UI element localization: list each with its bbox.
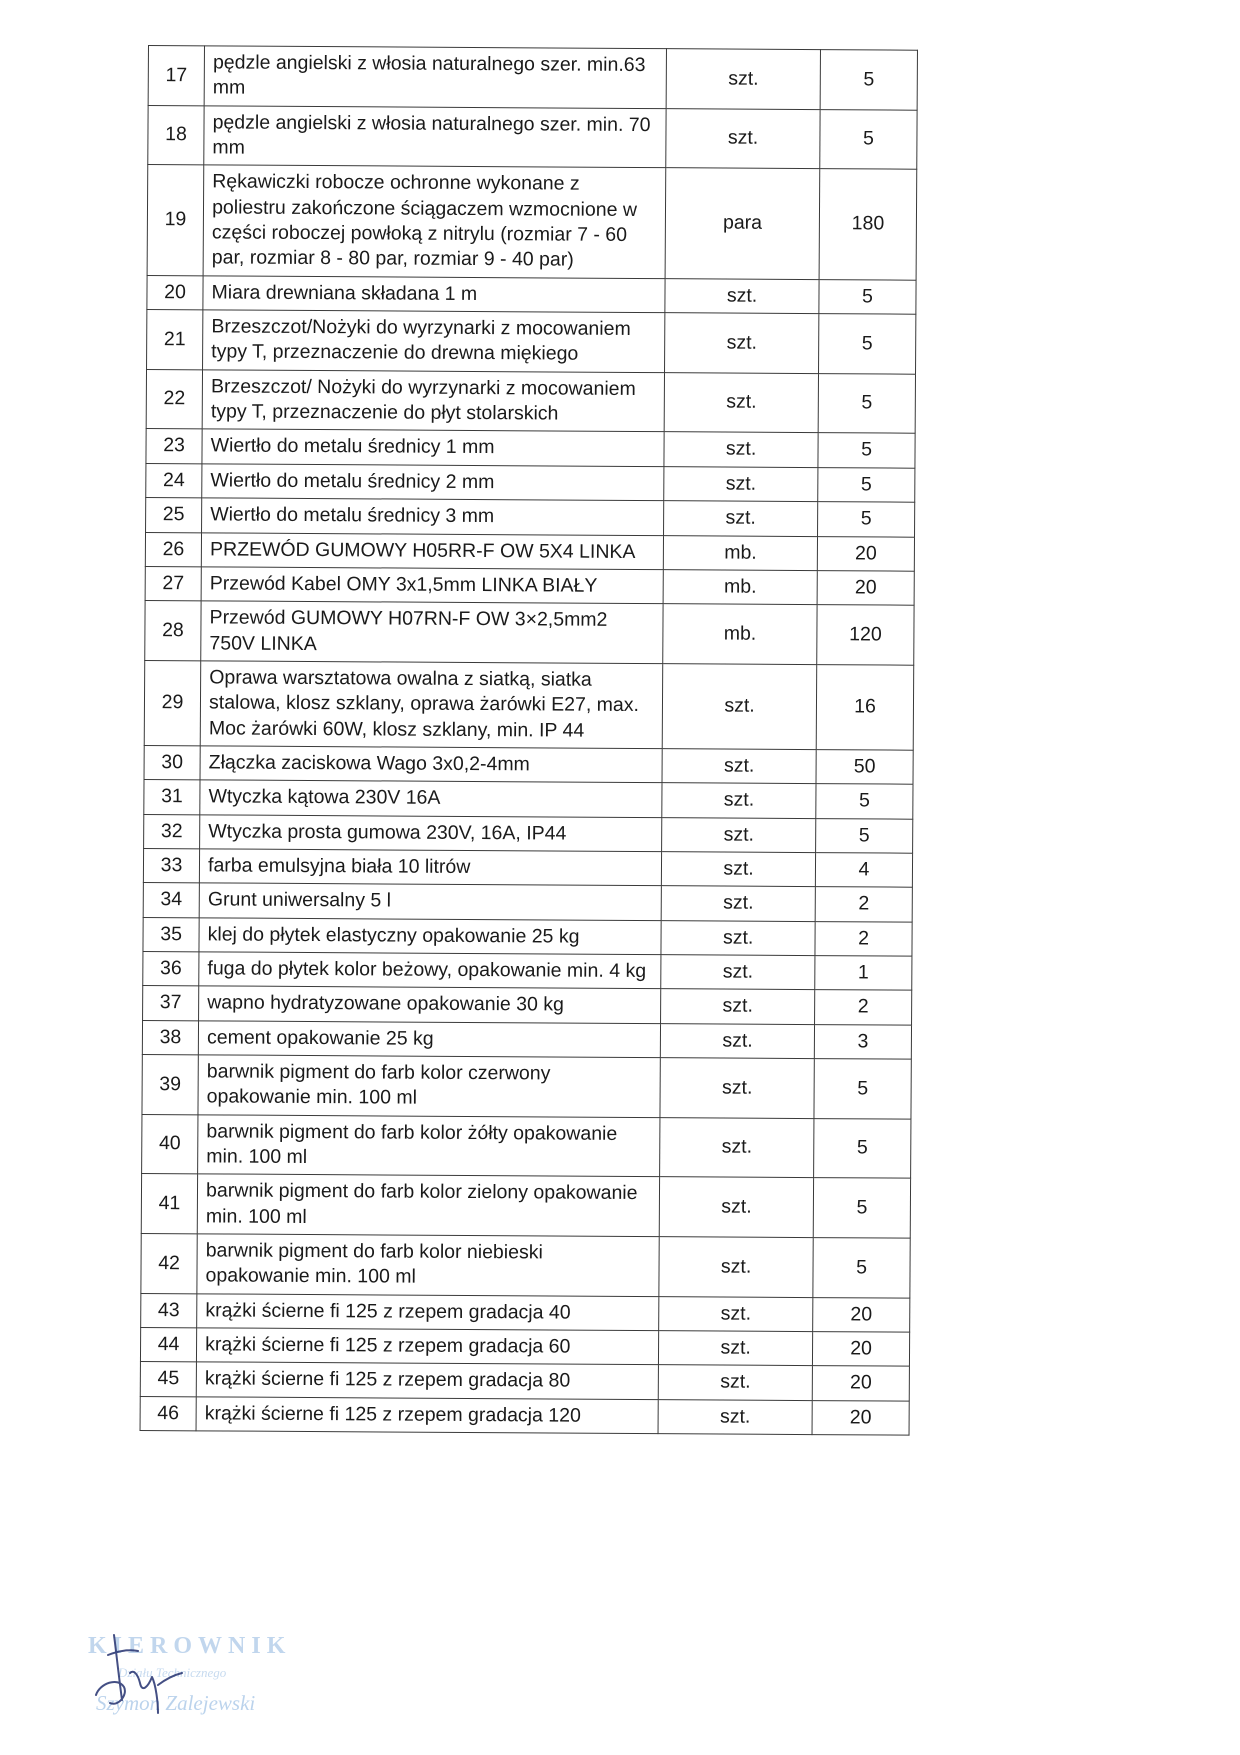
item-description: krążki ścierne fi 125 z rzepem gradacja 60 bbox=[197, 1328, 659, 1365]
item-description: Wiertło do metalu średnicy 1 mm bbox=[202, 429, 664, 466]
item-unit: szt. bbox=[658, 1399, 812, 1434]
table-row bbox=[146, 369, 915, 433]
row-number: 24 bbox=[146, 463, 202, 498]
table-row bbox=[140, 1328, 909, 1367]
table-row bbox=[145, 532, 914, 571]
row-number: 35 bbox=[143, 917, 199, 952]
item-unit: szt. bbox=[659, 1296, 813, 1331]
row-number: 19 bbox=[147, 165, 204, 276]
item-quantity: 2 bbox=[815, 887, 912, 922]
row-number: 42 bbox=[141, 1234, 197, 1294]
item-description: Złączka zaciskowa Wago 3x0,2-4mm bbox=[200, 746, 662, 783]
item-quantity: 20 bbox=[817, 536, 914, 571]
row-number: 37 bbox=[143, 986, 199, 1021]
table-row bbox=[144, 814, 913, 853]
row-number: 25 bbox=[146, 498, 202, 533]
item-description: fuga do płytek kolor beżowy, opakowanie min. 4 kg bbox=[199, 952, 661, 989]
item-description: Przewód Kabel OMY 3x1,5mm LINKA BIAŁY bbox=[201, 567, 663, 604]
item-description: Brzeszczot/ Nożyki do wyrzynarki z mocowaniem typy T, przeznaczenie do płyt stolarskich bbox=[202, 370, 664, 433]
table-row bbox=[142, 1114, 911, 1178]
stamp-name: Szymon Zalejewski bbox=[96, 1691, 256, 1715]
item-unit: szt. bbox=[661, 955, 815, 990]
item-description: barwnik pigment do farb kolor zielony opakowanie min. 100 ml bbox=[197, 1174, 659, 1237]
item-unit: szt. bbox=[660, 1117, 814, 1178]
item-description: PRZEWÓD GUMOWY H05RR-F OW 5X4 LINKA bbox=[201, 532, 663, 569]
item-quantity: 20 bbox=[813, 1297, 910, 1332]
item-quantity: 16 bbox=[816, 664, 913, 750]
item-quantity: 5 bbox=[818, 433, 915, 468]
item-unit: szt. bbox=[661, 920, 815, 955]
item-quantity: 1 bbox=[815, 956, 912, 991]
item-unit: szt. bbox=[661, 852, 815, 887]
item-unit: szt. bbox=[659, 1237, 813, 1298]
row-number: 32 bbox=[144, 814, 200, 849]
item-description: pędzle angielski z włosia naturalnego szer. min. 70 mm bbox=[204, 106, 666, 169]
item-unit: szt. bbox=[664, 466, 818, 501]
row-number: 33 bbox=[143, 848, 199, 883]
item-quantity: 50 bbox=[816, 750, 913, 785]
row-number: 44 bbox=[140, 1328, 196, 1363]
item-quantity: 5 bbox=[816, 818, 913, 853]
item-unit: szt. bbox=[666, 49, 820, 110]
table-row bbox=[143, 951, 912, 990]
item-description: barwnik pigment do farb kolor żółty opakowanie min. 100 ml bbox=[198, 1115, 660, 1178]
stamp-title: KIEROWNIK bbox=[88, 1633, 292, 1659]
item-description: krążki ścierne fi 125 z rzepem gradacja 80 bbox=[196, 1362, 658, 1399]
item-quantity: 5 bbox=[820, 50, 917, 110]
items-table bbox=[140, 45, 918, 1436]
item-quantity: 5 bbox=[818, 373, 915, 433]
item-unit: szt. bbox=[661, 886, 815, 921]
item-quantity: 2 bbox=[815, 990, 912, 1025]
row-number: 18 bbox=[148, 105, 204, 165]
row-number: 34 bbox=[143, 883, 199, 918]
item-description: Miara drewniana składana 1 m bbox=[203, 276, 665, 313]
table-row bbox=[141, 1234, 910, 1298]
row-number: 27 bbox=[145, 566, 201, 601]
table-row bbox=[147, 275, 916, 314]
handwritten-signature bbox=[78, 1625, 198, 1720]
table-row bbox=[144, 660, 914, 750]
table-row bbox=[147, 310, 916, 374]
table-row bbox=[142, 1054, 911, 1118]
row-number: 30 bbox=[144, 745, 200, 780]
table-row bbox=[146, 429, 915, 468]
table-row bbox=[140, 1362, 909, 1401]
row-number: 20 bbox=[147, 275, 203, 310]
item-quantity: 5 bbox=[816, 784, 913, 819]
row-number: 26 bbox=[145, 532, 201, 567]
item-unit: szt. bbox=[664, 501, 818, 536]
item-description: farba emulsyjna biała 10 litrów bbox=[199, 849, 661, 886]
row-number: 29 bbox=[144, 660, 201, 745]
row-number: 22 bbox=[146, 369, 202, 429]
table-row bbox=[145, 566, 914, 605]
item-quantity: 5 bbox=[814, 1118, 911, 1178]
row-number: 21 bbox=[147, 310, 203, 370]
item-quantity: 5 bbox=[819, 314, 916, 374]
item-description: krążki ścierne fi 125 z rzepem gradacja 40 bbox=[197, 1294, 659, 1331]
row-number: 41 bbox=[141, 1174, 197, 1234]
item-quantity: 5 bbox=[813, 1178, 910, 1238]
table-row bbox=[145, 601, 914, 665]
item-quantity: 20 bbox=[812, 1366, 909, 1401]
row-number: 38 bbox=[142, 1020, 198, 1055]
item-quantity: 5 bbox=[813, 1238, 910, 1298]
item-quantity: 120 bbox=[817, 605, 914, 665]
item-quantity: 2 bbox=[815, 921, 912, 956]
table-row bbox=[143, 848, 912, 887]
item-quantity: 20 bbox=[817, 570, 914, 605]
item-quantity: 5 bbox=[818, 502, 915, 537]
items-table-body bbox=[140, 46, 917, 1436]
item-unit: szt. bbox=[660, 1023, 814, 1058]
table-row bbox=[148, 46, 917, 110]
table-row bbox=[142, 1020, 911, 1059]
table-row bbox=[141, 1293, 910, 1332]
item-unit: szt. bbox=[665, 278, 819, 313]
item-unit: szt. bbox=[662, 783, 816, 818]
table-row bbox=[146, 498, 915, 537]
item-description: krążki ścierne fi 125 z rzepem gradacja 120 bbox=[196, 1397, 658, 1434]
item-unit: mb. bbox=[663, 604, 817, 665]
row-number: 46 bbox=[140, 1396, 196, 1431]
item-quantity: 4 bbox=[815, 853, 912, 888]
table-row bbox=[141, 1174, 910, 1238]
table-row bbox=[147, 165, 917, 280]
item-quantity: 3 bbox=[814, 1024, 911, 1059]
table-row bbox=[144, 780, 913, 819]
item-unit: para bbox=[665, 168, 820, 279]
item-description: cement opakowanie 25 kg bbox=[198, 1020, 660, 1057]
item-quantity: 5 bbox=[820, 109, 917, 169]
row-number: 40 bbox=[142, 1114, 198, 1174]
item-unit: szt. bbox=[664, 372, 818, 433]
table-row bbox=[143, 986, 912, 1025]
table-row bbox=[146, 463, 915, 502]
row-number: 36 bbox=[143, 951, 199, 986]
stamp-department: Działu Technicznego bbox=[118, 1665, 227, 1680]
item-unit: szt. bbox=[662, 749, 816, 784]
item-unit: szt. bbox=[662, 664, 817, 750]
item-description: Przewód GUMOWY H07RN-F OW 3×2,5mm2 750V LINKA bbox=[201, 601, 663, 664]
item-quantity: 20 bbox=[813, 1332, 910, 1367]
item-unit: szt. bbox=[662, 817, 816, 852]
item-description: Oprawa warsztatowa owalna z siatką, siatka stalowa, klosz szklany, oprawa żarówki E27, max. Moc żarówki 60W, klosz szklany, min. IP 44 bbox=[200, 661, 663, 749]
row-number: 43 bbox=[141, 1293, 197, 1328]
row-number: 31 bbox=[144, 780, 200, 815]
row-number: 45 bbox=[140, 1362, 196, 1397]
item-description: Wiertło do metalu średnicy 2 mm bbox=[202, 464, 664, 501]
item-description: Wiertło do metalu średnicy 3 mm bbox=[202, 498, 664, 535]
table-row bbox=[143, 917, 912, 956]
item-quantity: 5 bbox=[818, 467, 915, 502]
table-row bbox=[144, 745, 913, 784]
item-description: klej do płytek elastyczny opakowanie 25 kg bbox=[199, 917, 661, 954]
row-number: 39 bbox=[142, 1054, 198, 1114]
item-unit: szt. bbox=[659, 1177, 813, 1238]
item-quantity: 5 bbox=[819, 279, 916, 314]
item-description: Rękawiczki robocze ochronne wykonane z poliestru zakończone ściągaczem wzmocnione w części roboczej powłoką z nitrylu (rozmiar 7 - 60 par, rozmiar 8 - 80 par, rozmiar 9 - 40 par) bbox=[203, 165, 666, 278]
item-description: pędzle angielski z włosia naturalnego szer. min.63 mm bbox=[204, 46, 666, 109]
item-unit: mb. bbox=[663, 570, 817, 605]
item-description: Grunt uniwersalny 5 l bbox=[199, 883, 661, 920]
item-unit: szt. bbox=[666, 108, 820, 169]
item-description: Brzeszczot/Nożyki do wyrzynarki z mocowaniem typy T, przeznaczenie do drewna miękiego bbox=[203, 310, 665, 373]
item-quantity: 180 bbox=[819, 169, 917, 280]
item-unit: szt. bbox=[665, 313, 819, 374]
item-unit: szt. bbox=[659, 1331, 813, 1366]
item-description: barwnik pigment do farb kolor niebieski opakowanie min. 100 ml bbox=[197, 1234, 659, 1297]
item-quantity: 5 bbox=[814, 1059, 911, 1119]
item-unit: szt. bbox=[658, 1365, 812, 1400]
table-row bbox=[148, 105, 917, 169]
table-row bbox=[140, 1396, 909, 1435]
row-number: 17 bbox=[148, 46, 204, 106]
item-quantity: 20 bbox=[812, 1400, 909, 1435]
item-description: Wtyczka prosta gumowa 230V, 16A, IP44 bbox=[200, 814, 662, 851]
item-description: barwnik pigment do farb kolor czerwony opakowanie min. 100 ml bbox=[198, 1055, 660, 1118]
table-row bbox=[143, 883, 912, 922]
item-description: wapno hydratyzowane opakowanie 30 kg bbox=[199, 986, 661, 1023]
item-unit: szt. bbox=[661, 989, 815, 1024]
item-description: Wtyczka kątowa 230V 16A bbox=[200, 780, 662, 817]
row-number: 23 bbox=[146, 429, 202, 464]
item-unit: szt. bbox=[660, 1058, 814, 1119]
item-unit: szt. bbox=[664, 432, 818, 467]
row-number: 28 bbox=[145, 601, 201, 661]
item-unit: mb. bbox=[663, 535, 817, 570]
